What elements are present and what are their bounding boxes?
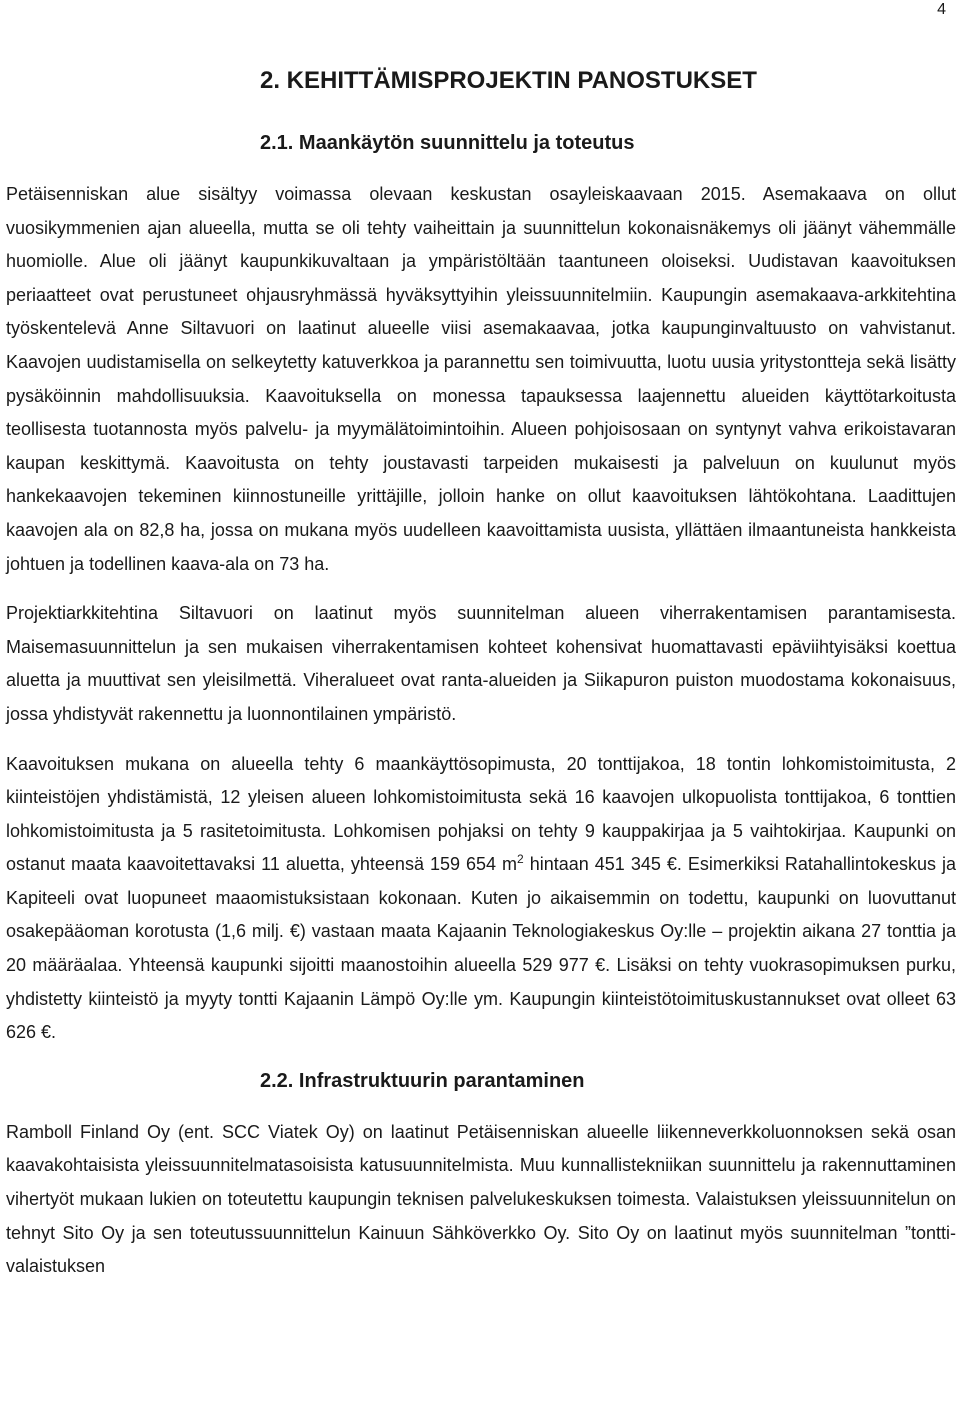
section-heading-2-2: 2.2. Infrastruktuurin parantaminen <box>260 1069 585 1092</box>
paragraph-land-use: Petäisenniskan alue sisältyy voimassa olevaan keskustan osayleiskaavaan 2015. Asemakaava on ollut vuosikymmenien ajan alueella, mutta se oli tehty vaiheittain ja suunnittelun kokonaisnäkemys oli jäänyt vähemmälle huomiolle. Alue oli jäänyt kaupunkikuvaltaan ja ympäristöltään taantuneen oloiseksi. Uudistavan kaavoituksen periaatteet ovat perustuneet ohjausryhmässä hyväksyttyihin yleissuunnitelmiin. Kaupungin asemakaava-arkkitehtina työskentelevä Anne Siltavuori on laatinut alueelle viisi asemakaavaa, jotka kaupunginvaltuusto on vahvistanut. Kaavojen uudistamisella on selkeytetty katuverkkoa ja parannettu sen toimivuutta, luotu uusia yritystontteja sekä lisätty pysäköinnin mahdollisuuksia. Kaavoituksella on monessa tapauksessa laajennettu alueiden käyttötarkoitusta teollisesta tuotannosta myös palvelu- ja myymälätoimintoihin. Alueen pohjoisosaan on syntynyt vahva erikoistavaran kaupan keskittymä. Kaavoitusta on tehty joustavasti tarpeiden mukaisesti ja palveluun on kuulunut myös hankekaavojen tekeminen kiinnostuneille yrittäjille, jolloin hanke on ollut kaavoituksen lähtökohtana. Laadittujen kaavojen ala on 82,8 ha, jossa on mukana myös uudelleen kaavoittamista uusista, yllättäen ilmaantuneista hankkeista johtuen ja todellinen kaava-ala on 73 ha. <box>6 184 956 574</box>
paragraph-text: hintaan 451 345 €. Esimerkiksi Ratahallintokeskus ja Kapiteeli ovat luopuneet maaomistuksistaan kokonaan. Kuten jo aikaisemmin on todettu, kaupunki on luovuttanut osakepääoman korotusta (1,6 milj. €) vastaan maata Kajaanin Teknologiakeskus Oy:lle – projektin aikana 27 tonttia ja 20 määräalaa. Yhteensä kaupunki sijoitti maanostoihin alueella 529 977 €. Lisäksi on tehty vuokrasopimuksen purku, yhdistetty kiinteistö ja myyty tontti Kajaanin Lämpö Oy:lle ym. Kaupungin kiinteistötoimituskustannukset ovat olleet 63 626 €. <box>6 854 956 1043</box>
paragraph-land-transactions <box>6 748 956 1050</box>
page-number: 4 <box>937 1 946 18</box>
section-heading-2-1: 2.1. Maankäytön suunnittelu ja toteutus <box>260 132 635 154</box>
document-body <box>6 64 956 1300</box>
paragraph-infrastructure: Ramboll Finland Oy (ent. SCC Viatek Oy) on laatinut Petäisenniskan alueelle liikenneverkkoluonnoksen sekä osan kaavakohtaisista yleissuunnitelmatasoisista katusuunnitelmista. Muu kunnallistekniikan suunnittelu ja rakennuttaminen vihertyöt mukaan lukien on toteutettu kaupungin teknisen palvelukeskuksen toimesta. Valaistuksen yleissuunnitelun on tehnyt Sito Oy ja sen toteutussuunnittelun Kainuun Sähköverkko Oy. Sito Oy on laatinut myös suunnitelman ”tontti-valaistuksen <box>6 1121 956 1277</box>
paragraph-landscaping: Projektiarkkitehtina Siltavuori on laatinut myös suunnitelman alueen viherrakentamisen parantamisesta. Maisemasuunnittelun ja sen mukaisen viherrakentamisen kohteet kohensivat huomattavasti epäviihtyisäksi koettua aluetta ja muuttivat sen yleisilmettä. Viheralueet ovat ranta-alueiden ja Siikapuron puiston muodostama kokonaisuus, jossa yhdistyvät rakennettu ja luonnontilainen ympäristö. <box>6 603 956 724</box>
chapter-heading: 2. KEHITTÄMISPROJEKTIN PANOSTUKSET <box>260 67 757 94</box>
superscript: 2 <box>517 852 524 867</box>
paragraph-text: Kaavoituksen mukana on alueella tehty 6 maankäyttösopimusta, 20 tonttijakoa, 18 tontin lohkomistoimitusta, 2 kiinteistöjen yhdistämistä, 12 yleisen alueen lohkomistoimitusta sekä 16 kaavojen ulkopuolista tonttijakoa, 6 tonttien lohkomistoimitusta ja 5 rasitetoimitusta. Lohkomisen pohjaksi on tehty 9 kauppakirjaa ja 5 vaihtokirjaa. Kaupunki on ostanut maata kaavoitettavaksi 11 aluetta, yhteensä 159 654 m <box>6 753 956 875</box>
